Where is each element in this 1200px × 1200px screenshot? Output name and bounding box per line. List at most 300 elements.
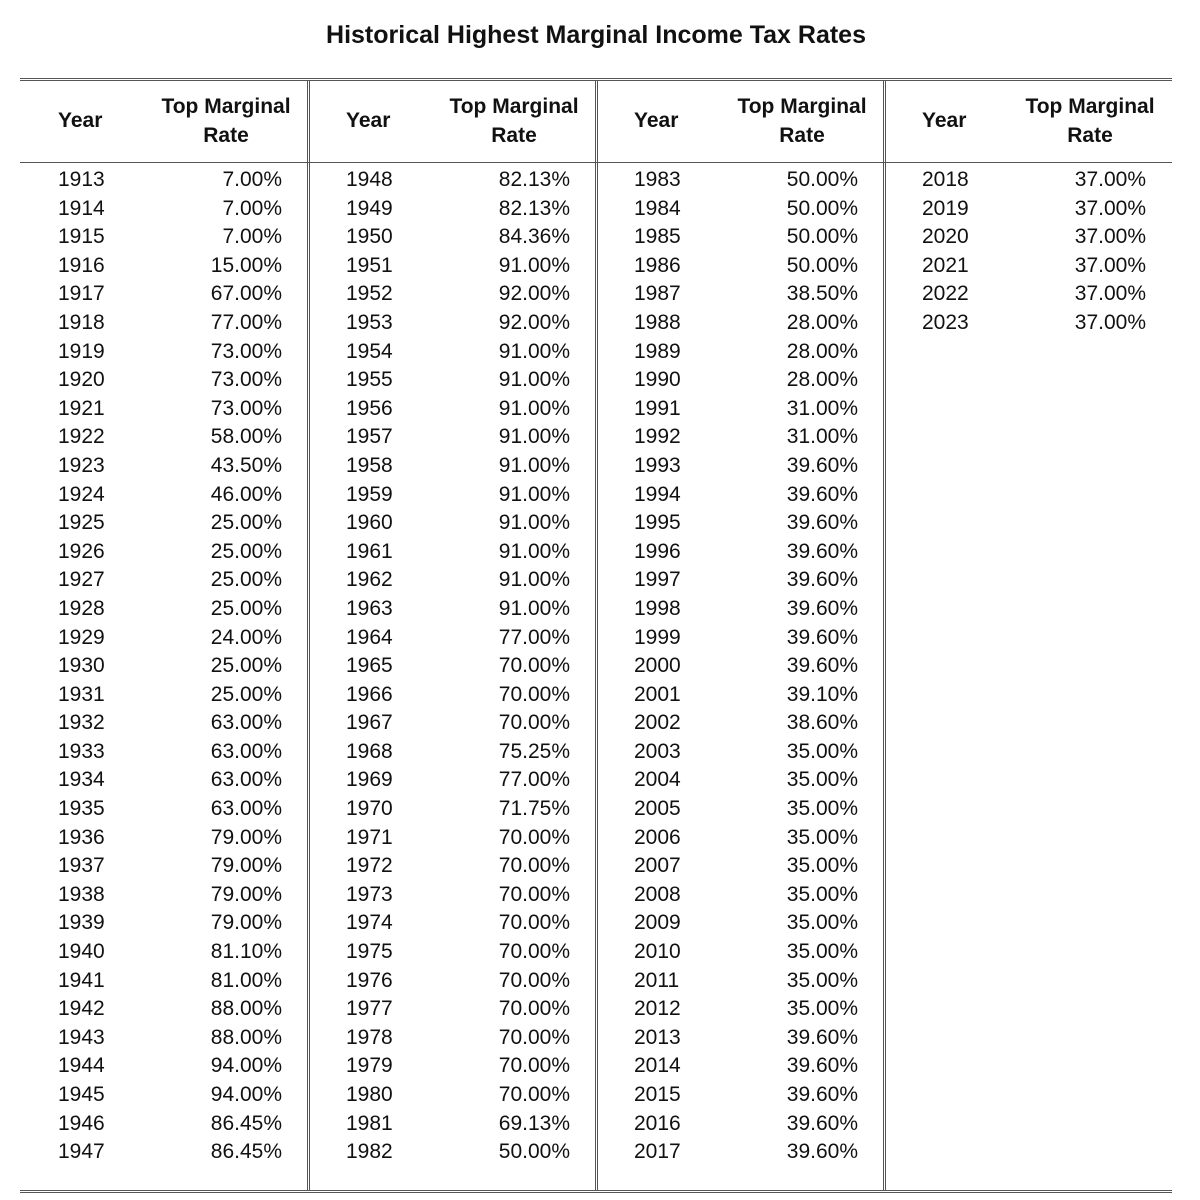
table-row [20, 738, 308, 767]
rate-cell: 77.00% [498, 768, 570, 792]
rate-cell: 70.00% [498, 882, 570, 906]
rate-cell: 79.00% [210, 882, 282, 906]
year-cell: 1992 [634, 425, 681, 449]
table-row [596, 624, 884, 653]
rate-cell: 91.00% [498, 568, 570, 592]
table-row [20, 1081, 308, 1110]
rate-cell: 7.00% [222, 196, 282, 220]
year-cell: 1991 [634, 396, 681, 420]
rate-cell: 35.00% [786, 968, 858, 992]
year-cell: 1978 [346, 1025, 393, 1049]
year-cell: 1969 [346, 768, 393, 792]
table-row [596, 223, 884, 252]
table-row [884, 223, 1172, 252]
rate-cell: 31.00% [786, 396, 858, 420]
year-cell: 2015 [634, 1083, 681, 1106]
table-row [308, 423, 596, 452]
table-row [308, 766, 596, 795]
rate-cell: 86.45% [210, 1140, 282, 1164]
table-row [308, 1110, 596, 1139]
year-cell: 1972 [346, 854, 393, 878]
table-row [596, 881, 884, 910]
rate-cell: 37.00% [1074, 253, 1146, 277]
table-row [308, 509, 596, 538]
rate-cell: 82.13% [498, 168, 570, 191]
table-row [596, 452, 884, 481]
column-group-1 [20, 78, 308, 1190]
table-row [596, 967, 884, 996]
table-row [20, 166, 308, 195]
table-row [308, 223, 596, 252]
table-row [20, 338, 308, 367]
table-row [308, 309, 596, 338]
rate-cell: 39.60% [786, 511, 858, 535]
rate-cell: 28.00% [786, 310, 858, 334]
column-group-2 [308, 78, 596, 1190]
year-cell: 1980 [346, 1083, 393, 1106]
rate-cell: 37.00% [1074, 168, 1146, 191]
table-row [20, 566, 308, 595]
rate-cell: 39.60% [786, 625, 858, 649]
table-row [308, 624, 596, 653]
rate-cell: 35.00% [786, 797, 858, 821]
rate-cell: 70.00% [498, 711, 570, 735]
table-row [596, 538, 884, 567]
table-row [20, 452, 308, 481]
rate-cell: 91.00% [498, 368, 570, 392]
table-row [20, 909, 308, 938]
table-row [308, 395, 596, 424]
table-row [596, 280, 884, 309]
rate-cell: 91.00% [498, 425, 570, 449]
rate-cell: 38.60% [786, 711, 858, 735]
rate-header-line1: Top Marginal [161, 95, 291, 118]
rate-cell: 35.00% [786, 940, 858, 964]
year-cell: 2000 [634, 654, 681, 678]
rate-cell: 91.00% [498, 482, 570, 506]
year-cell: 1944 [58, 1054, 105, 1078]
year-cell: 2014 [634, 1054, 681, 1078]
table-row [308, 366, 596, 395]
table-row [308, 595, 596, 624]
table-row [20, 309, 308, 338]
rate-header-line1: Top Marginal [737, 95, 867, 118]
year-cell: 1926 [58, 539, 105, 563]
year-cell: 1982 [346, 1140, 393, 1164]
year-cell: 2021 [922, 253, 969, 277]
rate-cell: 70.00% [498, 911, 570, 935]
table-row [308, 1138, 596, 1167]
rate-header-line2: Rate [779, 124, 825, 147]
rate-cell: 50.00% [786, 225, 858, 249]
table-row [308, 195, 596, 224]
table-row [596, 709, 884, 738]
rate-cell: 39.60% [786, 1140, 858, 1164]
table-row [20, 1138, 308, 1167]
rate-cell: 81.00% [210, 968, 282, 992]
rate-cell: 50.00% [786, 196, 858, 220]
year-cell: 1920 [58, 368, 105, 392]
rate-cell: 25.00% [210, 654, 282, 678]
table-row [308, 852, 596, 881]
table-row [596, 595, 884, 624]
table-row [308, 881, 596, 910]
table-row [596, 909, 884, 938]
table-row [596, 309, 884, 338]
year-cell: 2020 [922, 225, 969, 249]
rate-cell: 35.00% [786, 997, 858, 1021]
rate-cell: 39.60% [786, 539, 858, 563]
page-title: Historical Highest Marginal Income Tax Rates [326, 21, 866, 49]
rate-cell: 46.00% [210, 482, 282, 506]
rate-cell: 58.00% [210, 425, 282, 449]
rate-cell: 25.00% [210, 682, 282, 706]
table-row [20, 681, 308, 710]
year-cell: 2011 [634, 968, 680, 992]
year-cell: 1990 [634, 368, 681, 392]
year-column-header: Year [58, 109, 103, 132]
rate-cell: 94.00% [210, 1083, 282, 1106]
year-cell: 2003 [634, 739, 681, 763]
rate-cell: 81.10% [210, 940, 282, 964]
year-cell: 2009 [634, 911, 681, 935]
rate-column-header [440, 92, 588, 150]
rate-cell: 39.60% [786, 1083, 858, 1106]
table-row [884, 309, 1172, 338]
year-cell: 1958 [346, 453, 393, 477]
year-cell: 1974 [346, 911, 393, 935]
rate-cell: 25.00% [210, 568, 282, 592]
rate-cell: 39.60% [786, 482, 858, 506]
rate-cell: 91.00% [498, 396, 570, 420]
rate-cell: 63.00% [210, 797, 282, 821]
year-cell: 1951 [346, 253, 393, 277]
table-row [308, 938, 596, 967]
table-row [596, 738, 884, 767]
rate-cell: 77.00% [210, 310, 282, 334]
table-row [20, 824, 308, 853]
rate-cell: 75.25% [498, 739, 570, 763]
table-row [308, 652, 596, 681]
rate-cell: 69.13% [498, 1111, 570, 1135]
rate-cell: 70.00% [498, 1054, 570, 1078]
rate-cell: 39.10% [786, 682, 858, 706]
rate-cell: 24.00% [210, 625, 282, 649]
year-cell: 1964 [346, 625, 393, 649]
year-cell: 1943 [58, 1025, 105, 1049]
table-row [596, 195, 884, 224]
table-row [20, 652, 308, 681]
year-cell: 2019 [922, 196, 969, 220]
table-row [596, 1081, 884, 1110]
rate-cell: 35.00% [786, 854, 858, 878]
year-cell: 1916 [58, 253, 105, 277]
table-row [308, 452, 596, 481]
table-row [20, 766, 308, 795]
year-cell: 1983 [634, 168, 681, 191]
year-cell: 1955 [346, 368, 393, 392]
rate-cell: 70.00% [498, 1025, 570, 1049]
table-row [596, 995, 884, 1024]
year-cell: 1993 [634, 453, 681, 477]
table-row [308, 795, 596, 824]
year-cell: 1919 [58, 339, 105, 363]
rate-cell: 70.00% [498, 682, 570, 706]
year-cell: 2010 [634, 940, 681, 964]
year-cell: 1932 [58, 711, 105, 735]
year-cell: 1924 [58, 482, 105, 506]
table-row [308, 252, 596, 281]
year-cell: 2005 [634, 797, 681, 821]
table-row [308, 909, 596, 938]
year-cell: 1989 [634, 339, 681, 363]
rate-cell: 35.00% [786, 882, 858, 906]
rate-cell: 7.00% [222, 225, 282, 249]
rate-cell: 67.00% [210, 282, 282, 306]
table-row [20, 881, 308, 910]
table-row [884, 252, 1172, 281]
table-row [20, 995, 308, 1024]
year-cell: 2013 [634, 1025, 681, 1049]
year-cell: 1935 [58, 797, 105, 821]
table-row [884, 280, 1172, 309]
table-row [308, 824, 596, 853]
year-cell: 2018 [922, 168, 969, 191]
table-row [596, 824, 884, 853]
table-row [596, 795, 884, 824]
year-cell: 1973 [346, 882, 393, 906]
year-cell: 1957 [346, 425, 393, 449]
year-cell: 1998 [634, 596, 681, 620]
rate-cell: 70.00% [498, 997, 570, 1021]
rate-cell: 39.60% [786, 453, 858, 477]
table-row [20, 395, 308, 424]
table-row [308, 566, 596, 595]
year-cell: 1925 [58, 511, 105, 535]
rate-cell: 35.00% [786, 911, 858, 935]
year-cell: 2012 [634, 997, 681, 1021]
year-cell: 1960 [346, 511, 393, 535]
rate-cell: 73.00% [210, 396, 282, 420]
year-cell: 1931 [58, 682, 105, 706]
year-cell: 2006 [634, 825, 681, 849]
rate-cell: 63.00% [210, 768, 282, 792]
table-row [20, 195, 308, 224]
year-cell: 1995 [634, 511, 681, 535]
year-cell: 1953 [346, 310, 393, 334]
table-row [20, 595, 308, 624]
rate-cell: 91.00% [498, 339, 570, 363]
year-cell: 1981 [346, 1111, 393, 1135]
year-cell: 1986 [634, 253, 681, 277]
rate-cell: 25.00% [210, 511, 282, 535]
table-row [20, 280, 308, 309]
year-cell: 1971 [346, 825, 393, 849]
year-cell: 1977 [346, 997, 393, 1021]
rate-cell: 39.60% [786, 596, 858, 620]
year-cell: 1921 [58, 396, 105, 420]
year-cell: 2023 [922, 310, 969, 334]
rate-cell: 15.00% [210, 253, 282, 277]
rate-cell: 82.13% [498, 196, 570, 220]
table-row [308, 1081, 596, 1110]
rate-cell: 70.00% [498, 854, 570, 878]
table-row [596, 509, 884, 538]
table-row [596, 938, 884, 967]
table-body [596, 166, 884, 1167]
rate-cell: 39.60% [786, 1111, 858, 1135]
rate-header-line1: Top Marginal [449, 95, 579, 118]
table-row [20, 967, 308, 996]
year-cell: 1956 [346, 396, 393, 420]
rate-cell: 79.00% [210, 825, 282, 849]
table-row [20, 366, 308, 395]
year-cell: 1928 [58, 596, 105, 620]
table-row [884, 166, 1172, 195]
rate-cell: 37.00% [1074, 282, 1146, 306]
rate-cell: 92.00% [498, 310, 570, 334]
rate-cell: 43.50% [210, 453, 282, 477]
rate-cell: 70.00% [498, 940, 570, 964]
year-cell: 1962 [346, 568, 393, 592]
rate-cell: 50.00% [786, 253, 858, 277]
year-cell: 1913 [58, 168, 105, 191]
table-row [20, 624, 308, 653]
year-cell: 1950 [346, 225, 393, 249]
year-cell: 1996 [634, 539, 681, 563]
year-cell: 1954 [346, 339, 393, 363]
table-row [20, 938, 308, 967]
table-row [308, 538, 596, 567]
year-cell: 1940 [58, 940, 105, 964]
year-cell: 1965 [346, 654, 393, 678]
table-row [596, 481, 884, 510]
rate-cell: 70.00% [498, 825, 570, 849]
year-cell: 1988 [634, 310, 681, 334]
year-cell: 1999 [634, 625, 681, 649]
year-cell: 1997 [634, 568, 681, 592]
rate-cell: 63.00% [210, 739, 282, 763]
year-cell: 1939 [58, 911, 105, 935]
table-row [596, 1138, 884, 1167]
rate-cell: 28.00% [786, 368, 858, 392]
table-bottom-border [20, 1190, 1172, 1193]
year-cell: 1929 [58, 625, 105, 649]
table-row [20, 423, 308, 452]
year-cell: 1975 [346, 940, 393, 964]
rate-cell: 70.00% [498, 654, 570, 678]
table-row [596, 566, 884, 595]
table-row [308, 1052, 596, 1081]
rate-cell: 50.00% [786, 168, 858, 191]
rate-cell: 92.00% [498, 282, 570, 306]
rate-cell: 25.00% [210, 539, 282, 563]
rate-cell: 28.00% [786, 339, 858, 363]
table-row [20, 509, 308, 538]
rate-header-line1: Top Marginal [1025, 95, 1155, 118]
table-row [596, 423, 884, 452]
table-row [308, 967, 596, 996]
year-cell: 2008 [634, 882, 681, 906]
year-cell: 1937 [58, 854, 105, 878]
rate-column-header [728, 92, 876, 150]
year-cell: 1976 [346, 968, 393, 992]
table-row [20, 1052, 308, 1081]
table-row [20, 1024, 308, 1053]
rate-cell: 63.00% [210, 711, 282, 735]
table-row [308, 280, 596, 309]
rate-cell: 91.00% [498, 453, 570, 477]
rate-cell: 35.00% [786, 739, 858, 763]
rate-cell: 70.00% [498, 968, 570, 992]
rate-cell: 73.00% [210, 339, 282, 363]
rate-cell: 91.00% [498, 596, 570, 620]
year-cell: 1967 [346, 711, 393, 735]
table-row [596, 252, 884, 281]
column-group-4 [884, 78, 1172, 1190]
table-row [308, 738, 596, 767]
year-cell: 1994 [634, 482, 681, 506]
table-row [20, 852, 308, 881]
table-body [884, 166, 1172, 338]
rate-cell: 37.00% [1074, 196, 1146, 220]
rate-cell: 79.00% [210, 854, 282, 878]
year-cell: 1936 [58, 825, 105, 849]
year-cell: 1959 [346, 482, 393, 506]
year-cell: 1987 [634, 282, 681, 306]
year-cell: 1979 [346, 1054, 393, 1078]
year-cell: 1918 [58, 310, 105, 334]
rate-cell: 39.60% [786, 654, 858, 678]
year-cell: 2022 [922, 282, 969, 306]
table-row [20, 481, 308, 510]
rate-cell: 39.60% [786, 568, 858, 592]
rate-cell: 91.00% [498, 511, 570, 535]
year-cell: 2007 [634, 854, 681, 878]
rate-cell: 70.00% [498, 1083, 570, 1106]
rate-header-line2: Rate [491, 124, 537, 147]
table-row [308, 681, 596, 710]
year-cell: 1933 [58, 739, 105, 763]
rate-column-header [152, 92, 300, 150]
rate-cell: 7.00% [222, 168, 282, 191]
year-column-header: Year [922, 109, 967, 132]
rate-cell: 50.00% [498, 1140, 570, 1164]
year-cell: 1985 [634, 225, 681, 249]
table-row [20, 709, 308, 738]
year-cell: 1948 [346, 168, 393, 191]
rate-header-line2: Rate [1067, 124, 1113, 147]
year-cell: 1946 [58, 1111, 105, 1135]
year-cell: 1934 [58, 768, 105, 792]
table-row [20, 538, 308, 567]
year-cell: 1915 [58, 225, 105, 249]
table-row [308, 166, 596, 195]
rate-cell: 94.00% [210, 1054, 282, 1078]
rates-table [20, 78, 1172, 1194]
rate-cell: 39.60% [786, 1054, 858, 1078]
table-row [596, 1110, 884, 1139]
year-cell: 1949 [346, 196, 393, 220]
table-body [308, 166, 596, 1167]
rate-cell: 25.00% [210, 596, 282, 620]
table-row [308, 338, 596, 367]
year-column-header: Year [634, 109, 679, 132]
rate-cell: 91.00% [498, 253, 570, 277]
year-cell: 1963 [346, 596, 393, 620]
table-row [308, 1024, 596, 1053]
table-row [308, 481, 596, 510]
